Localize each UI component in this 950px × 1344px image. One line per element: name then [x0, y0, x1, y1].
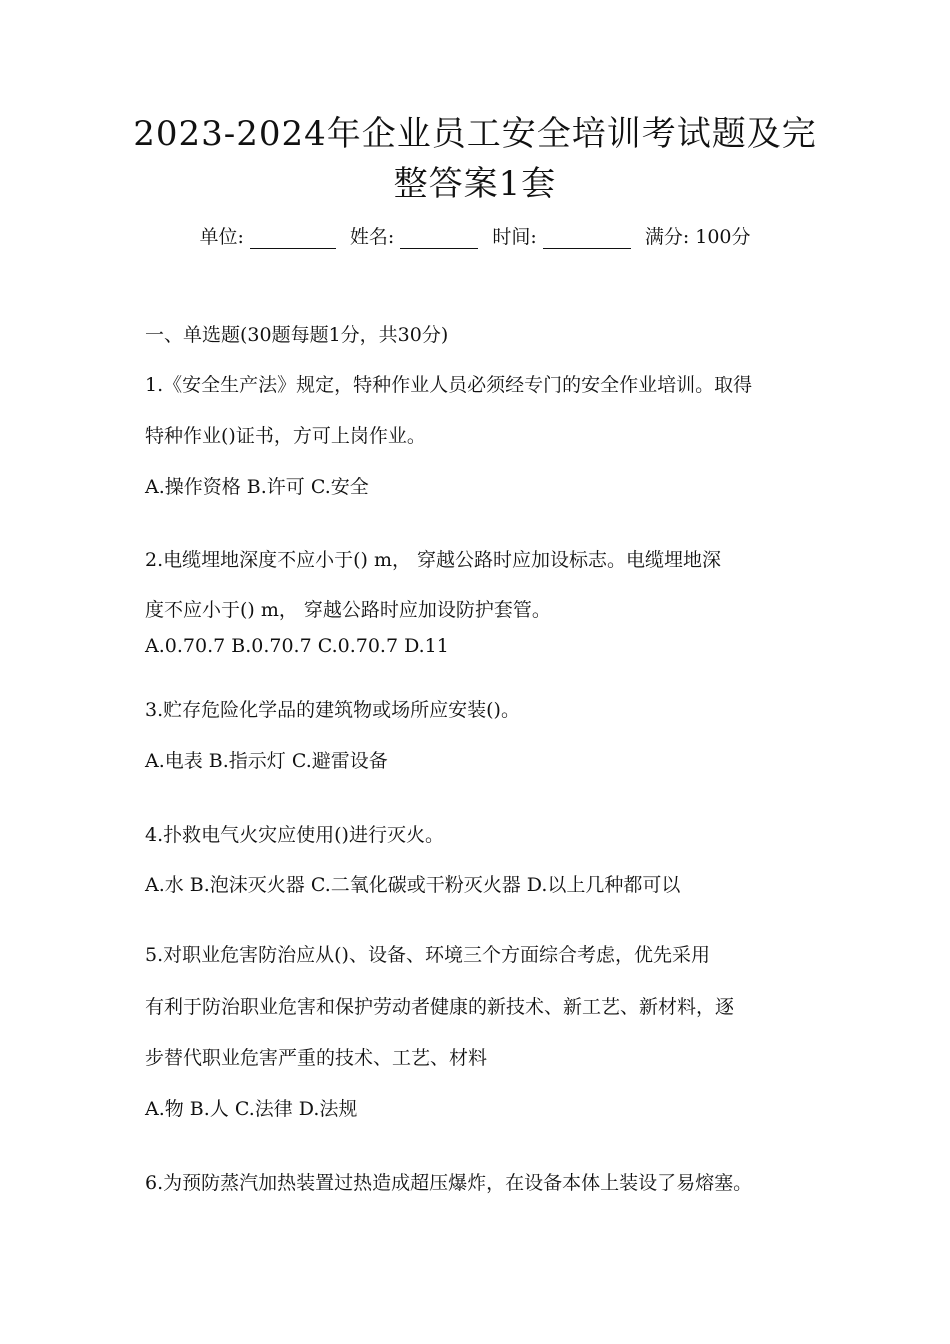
section-heading: 一、单选题(30题每题1分，共30分)	[145, 324, 449, 346]
question-5-options: A.物 B.人 C.法律 D.法规	[145, 1098, 358, 1120]
time-blank[interactable]	[543, 222, 631, 249]
exam-info-row	[0, 222, 950, 249]
unit-blank[interactable]	[250, 222, 336, 249]
question-3-line-1: 3.贮存危险化学品的建筑物或场所应安装()。	[145, 699, 520, 721]
name-blank[interactable]	[400, 222, 478, 249]
question-1-line-2: 特种作业()证书，方可上岗作业。	[145, 425, 426, 447]
exam-title-line-2: 整答案1套	[393, 164, 557, 204]
time-label: 时间:	[492, 226, 537, 248]
full-score: 满分: 100分	[644, 226, 751, 248]
name-label: 姓名:	[349, 226, 395, 248]
question-4-options: A.水 B.泡沫灭火器 C.二氧化碳或干粉灭火器 D.以上几种都可以	[145, 874, 681, 896]
question-5-line-3: 步替代职业危害严重的技术、工艺、材料	[145, 1047, 488, 1069]
question-3-options: A.电表 B.指示灯 C.避雷设备	[145, 750, 388, 772]
question-4-line-1: 4.扑救电气火灾应使用()进行灭火。	[145, 824, 444, 846]
question-5-line-2: 有利于防治职业危害和保护劳动者健康的新技术、新工艺、新材料，逐	[145, 996, 735, 1018]
question-1-options: A.操作资格 B.许可 C.安全	[145, 476, 369, 498]
exam-title-line-1: 2023-2024年企业员工安全培训考试题及完	[133, 114, 817, 154]
question-2-line-2: 度不应小于() m， 穿越公路时应加设防护套管。	[145, 599, 551, 621]
question-2-options: A.0.70.7 B.0.70.7 C.0.70.7 D.11	[145, 635, 449, 657]
question-1-line-1: 1.《安全生产法》规定，特种作业人员必须经专门的安全作业培训。取得	[145, 374, 753, 396]
question-2-line-1: 2.电缆埋地深度不应小于() m， 穿越公路时应加设标志。电缆埋地深	[145, 549, 722, 571]
question-6-line-1: 6.为预防蒸汽加热装置过热造成超压爆炸，在设备本体上装设了易熔塞。	[145, 1172, 753, 1194]
question-5-line-1: 5.对职业危害防治应从()、设备、环境三个方面综合考虑，优先采用	[145, 944, 710, 966]
unit-label: 单位:	[199, 226, 244, 248]
